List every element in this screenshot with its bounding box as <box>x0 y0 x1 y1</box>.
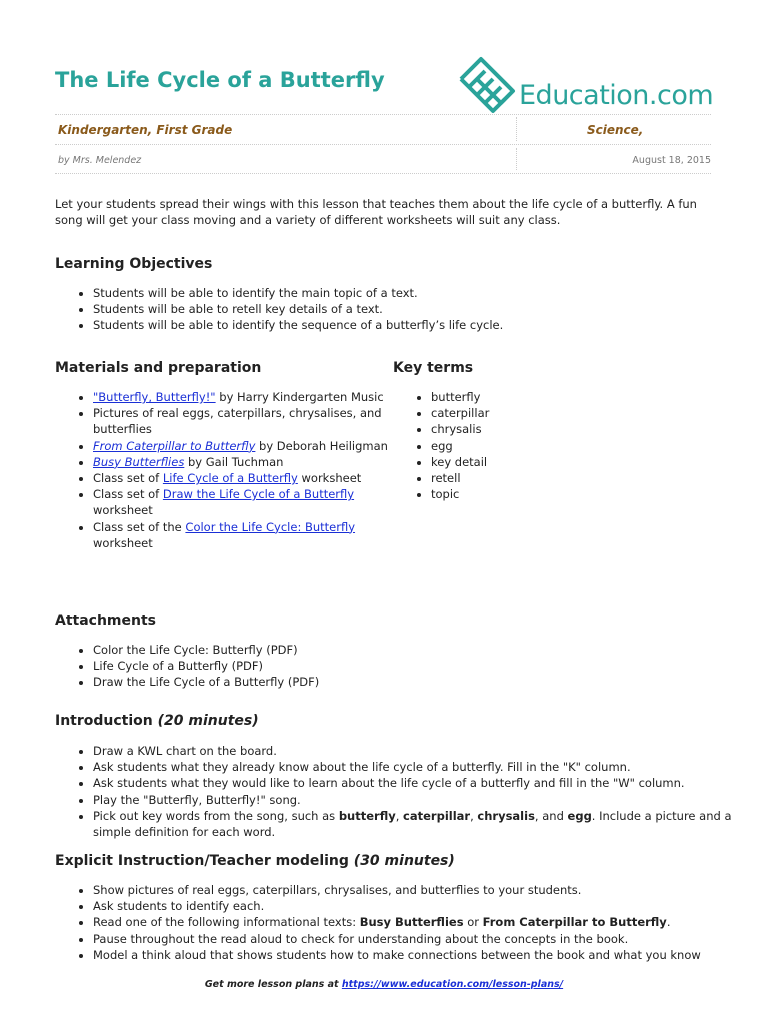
list-item-text: Class set of <box>93 487 163 502</box>
footer-text: Get more lesson plans at <box>204 979 342 990</box>
grade-levels: Kindergarten, First Grade <box>58 123 233 137</box>
list-item: • Students will be able to identify the main topic of a text. <box>93 285 753 301</box>
list-item[interactable]: • Color the Life Cycle: Butterfly (PDF) <box>93 642 753 658</box>
separator: , <box>395 808 404 823</box>
materials-list <box>55 389 403 551</box>
list-item <box>93 454 403 470</box>
list-item-text: Class set of the <box>93 519 186 534</box>
list-item: • Students will be able to identify the sequence of a butterfly’s life cycle. <box>93 317 753 333</box>
logo-text: Education.com <box>519 80 714 111</box>
draw-life-cycle-worksheet-link[interactable]: Draw the Life Cycle of a Butterfly <box>162 487 355 502</box>
attachments-list <box>55 642 753 691</box>
list-item <box>93 519 403 551</box>
list-item-text: worksheet <box>93 535 153 550</box>
list-item-text: Class set of <box>93 471 163 486</box>
list-item: • topic <box>431 486 731 502</box>
page-footer <box>0 979 768 990</box>
list-item: • Draw a KWL chart on the board. <box>93 743 753 759</box>
list-item <box>93 486 403 518</box>
list-item: • Ask students what they already know about the life cycle of a butterfly. Fill in the "K" column. <box>93 759 753 775</box>
list-item: • Show pictures of real eggs, caterpillars, chrysalises, and butterflies to your students. <box>93 882 758 898</box>
learning-objectives-heading: Learning Objectives <box>55 256 213 272</box>
list-item: • retell <box>431 470 731 486</box>
list-item[interactable]: • Life Cycle of a Butterfly (PDF) <box>93 658 753 674</box>
list-item <box>93 914 758 930</box>
list-item: • Ask students what they would like to learn about the life cycle of a butterfly and fill in the "W" column. <box>93 775 753 791</box>
key-terms-list <box>393 389 731 502</box>
subject: Science, <box>587 123 644 137</box>
list-item <box>93 389 403 405</box>
introduction-heading <box>55 713 259 729</box>
explicit-instruction-heading <box>55 853 455 869</box>
book-title: From Caterpillar to Butterfly <box>482 915 667 930</box>
separator: , <box>470 808 478 823</box>
list-item: • caterpillar <box>431 405 731 421</box>
keyword: caterpillar <box>403 808 471 823</box>
list-item-text: Pick out key words from the song, such as <box>93 808 339 823</box>
list-item: • Students will be able to retell key details of a text. <box>93 301 753 317</box>
list-item: • chrysalis <box>431 421 731 437</box>
materials-heading: Materials and preparation <box>55 360 262 376</box>
header-divider <box>55 114 711 115</box>
butterfly-song-link[interactable]: "Butterfly, Butterfly!" <box>93 390 216 404</box>
list-item: • egg <box>431 438 731 454</box>
keyword: butterfly <box>338 808 396 823</box>
introduction-list <box>55 743 753 840</box>
explicit-instruction-list <box>55 882 758 963</box>
book-title: Busy Butterflies <box>359 915 464 930</box>
section-duration: (30 minutes) <box>353 853 455 869</box>
list-item: • butterfly <box>431 389 731 405</box>
meta-divider-bottom <box>55 173 711 174</box>
lesson-plans-link[interactable]: https://www.education.com/lesson-plans/ <box>341 979 564 990</box>
learning-objectives-list <box>55 285 753 334</box>
list-item-text: Read one of the following informational texts: <box>93 915 360 930</box>
intro-paragraph: Let your students spread their wings with this lesson that teaches them about the life cycle of a butterfly. A fun song will get your class moving and a variety of different worksheets will suit any class. <box>55 197 697 227</box>
meta-separator <box>516 117 517 141</box>
list-item: • Ask students to identify each. <box>93 898 758 914</box>
section-duration: (20 minutes) <box>157 713 259 729</box>
attachments-heading: Attachments <box>55 613 157 629</box>
color-life-cycle-worksheet-link[interactable]: Color the Life Cycle: Butterfly <box>185 519 356 534</box>
caterpillar-book-link[interactable]: From Caterpillar to Butterfly <box>93 438 256 453</box>
list-item <box>93 470 403 486</box>
list-item-text: . <box>666 915 671 930</box>
list-item: • Play the "Butterfly, Butterfly!" song. <box>93 792 753 808</box>
author: by Mrs. Melendez <box>58 155 142 166</box>
keyword: chrysalis <box>477 808 535 823</box>
list-item-text: . Include a picture and a simple definition for each word. <box>93 808 732 840</box>
date: August 18, 2015 <box>632 155 711 166</box>
life-cycle-worksheet-link[interactable]: Life Cycle of a Butterfly <box>162 471 298 486</box>
list-item: • Pause throughout the read aloud to check for understanding about the concepts in the book. <box>93 931 758 947</box>
list-item: • key detail <box>431 454 731 470</box>
busy-butterflies-link[interactable]: Busy Butterflies <box>93 454 185 469</box>
page-title: The Life Cycle of a Butterfly <box>55 68 385 92</box>
separator: , and <box>534 808 568 823</box>
list-item-text: by Harry Kindergarten Music <box>215 390 384 404</box>
list-item: • Pictures of real eggs, caterpillars, chrysalises, and butterflies <box>93 405 403 437</box>
list-item-text: by Gail Tuchman <box>184 454 284 469</box>
list-item <box>93 808 753 840</box>
key-terms-heading: Key terms <box>393 360 474 376</box>
list-item-text: worksheet <box>93 503 153 518</box>
list-item-text: worksheet <box>297 471 362 486</box>
meta-divider <box>55 144 711 145</box>
section-title: Explicit Instruction/Teacher modeling <box>55 853 349 869</box>
separator: or <box>463 915 483 930</box>
meta-separator <box>516 148 517 170</box>
list-item: • Model a think aloud that shows students how to make connections between the book and what you know <box>93 947 758 963</box>
keyword: egg <box>567 808 592 823</box>
list-item <box>93 438 403 454</box>
list-item[interactable]: • Draw the Life Cycle of a Butterfly (PDF) <box>93 674 753 690</box>
section-title: Introduction <box>55 713 153 729</box>
list-item-text: by Deborah Heiligman <box>255 438 388 453</box>
